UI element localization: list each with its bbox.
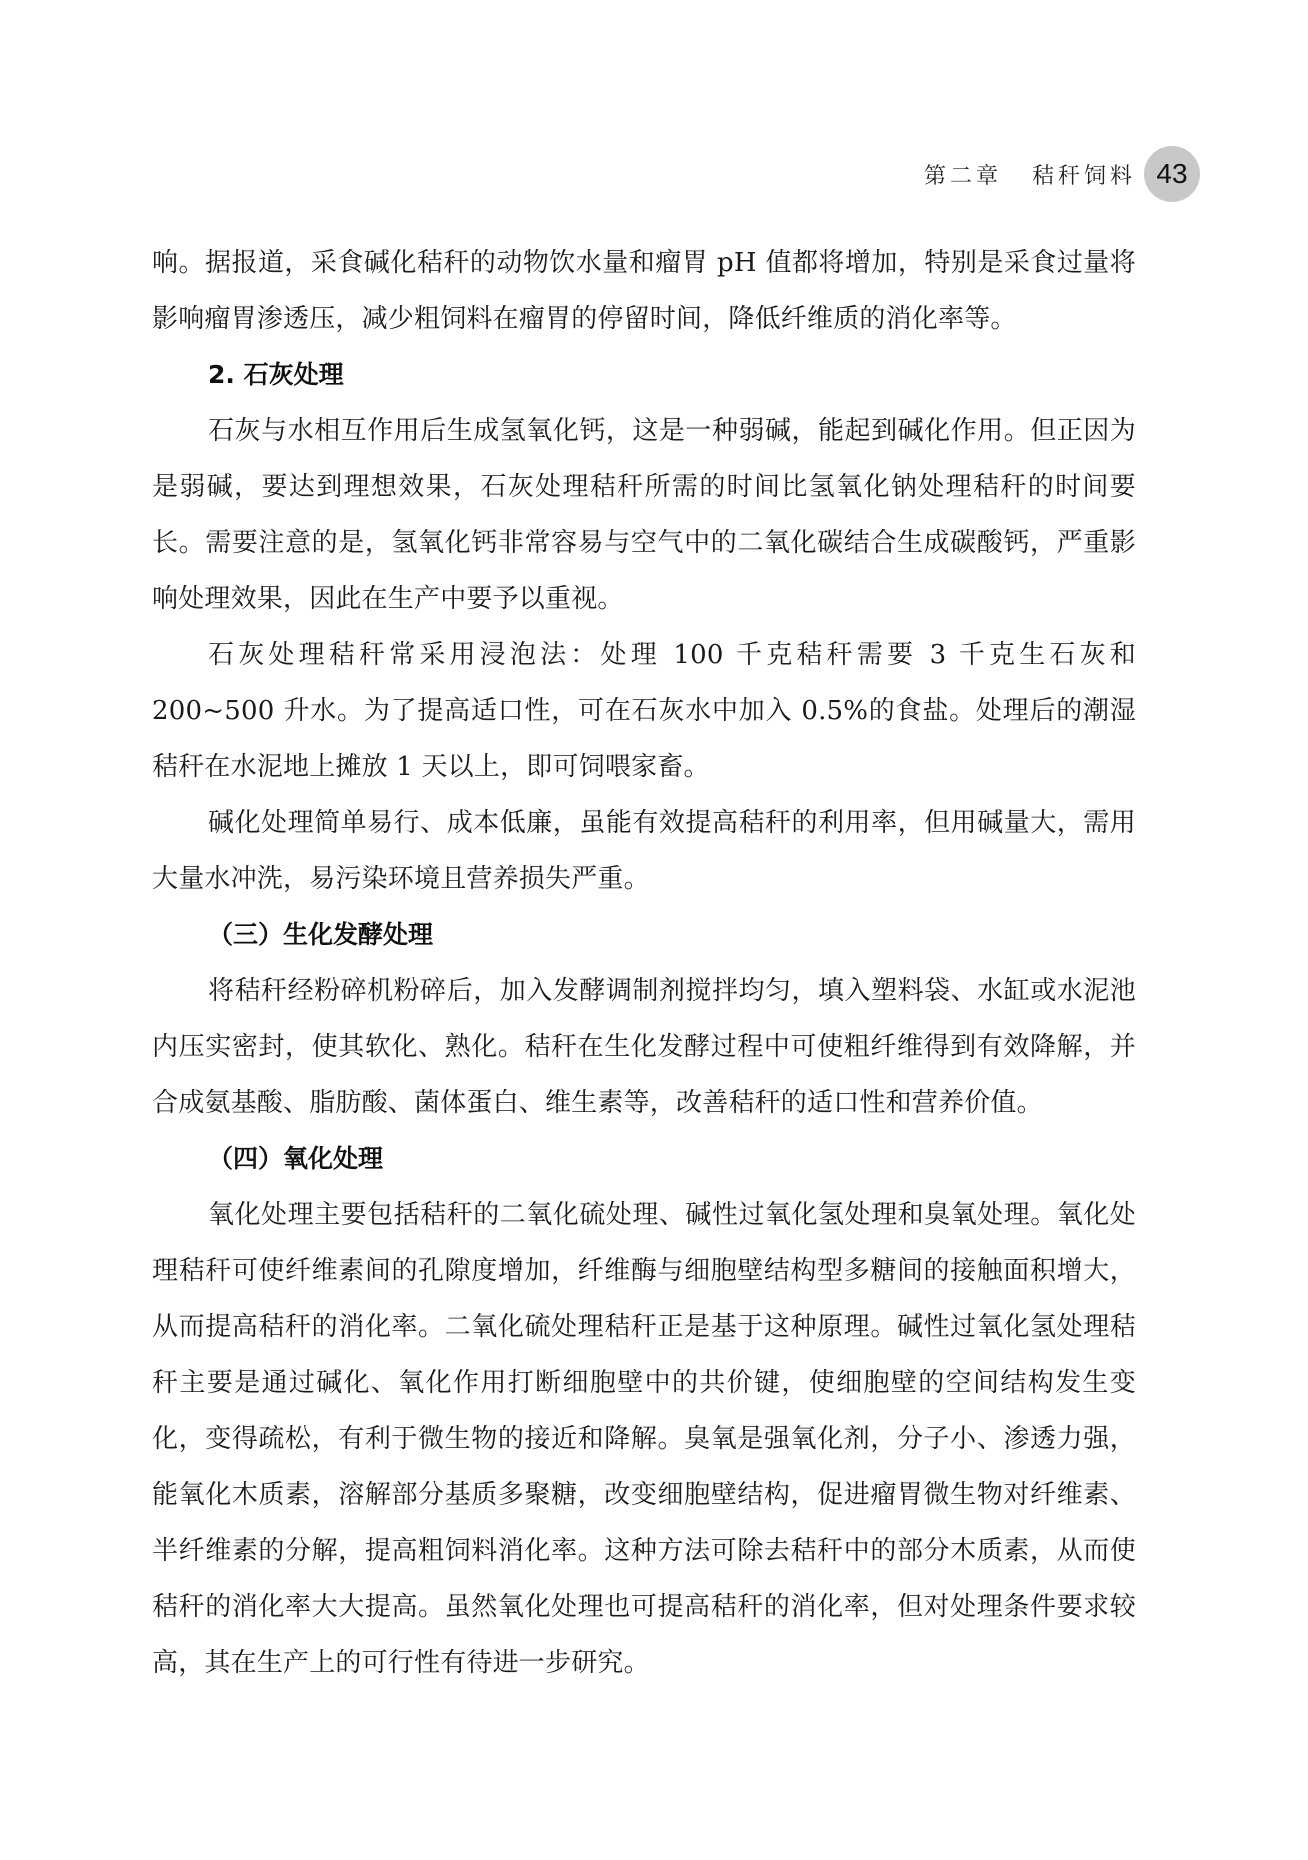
paragraph-lime-intro: 石灰与水相互作用后生成氢氧化钙，这是一种弱碱，能起到碱化作用。但正因为是弱碱，要达到理想效果，石灰处理秸秆所需的时间比氢氧化钠处理秸秆的时间要长。需要注意的是，氢氧化钙非常容易与空气中的二氧化碳结合生成碳酸钙，严重影响处理效果，因此在生产中要予以重视。 bbox=[152, 416, 1136, 614]
heading-lime-treatment: 2. 石灰处理 bbox=[208, 360, 344, 389]
page-body bbox=[152, 235, 1136, 1691]
running-header bbox=[924, 146, 1200, 202]
paragraph-alkali-summary: 碱化处理简单易行、成本低廉，虽能有效提高秸秆的利用率，但用碱量大，需用大量水冲洗，易污染环境且营养损失严重。 bbox=[152, 808, 1136, 894]
chapter-label: 第二章 bbox=[923, 163, 1002, 189]
heading-fermentation: （三）生化发酵处理 bbox=[208, 920, 434, 949]
heading-oxidation: （四）氧化处理 bbox=[208, 1144, 384, 1173]
paragraph-lime-method: 石灰处理秸秆常采用浸泡法：处理 100 千克秸秆需要 3 千克生石灰和 200~500 升水。为了提高适口性，可在石灰水中加入 0.5%的食盐。处理后的潮湿秸秆在水泥地上摊放 1 天以上，即可饲喂家畜。 bbox=[152, 640, 1136, 782]
paragraph-continued: 响。据报道，采食碱化秸秆的动物饮水量和瘤胃 pH 值都将增加，特别是采食过量将影响瘤胃渗透压，减少粗饲料在瘤胃的停留时间，降低纤维质的消化率等。 bbox=[152, 248, 1136, 334]
paragraph-oxidation: 氧化处理主要包括秸秆的二氧化硫处理、碱性过氧化氢处理和臭氧处理。氧化处理秸秆可使纤维素间的孔隙度增加，纤维酶与细胞壁结构型多糖间的接触面积增大，从而提高秸秆的消化率。二氧化硫处理秸秆正是基于这种原理。碱性过氧化氢处理秸秆主要是通过碱化、氧化作用打断细胞壁中的共价键，使细胞壁的空间结构发生变化，变得疏松，有利于微生物的接近和降解。臭氧是强氧化剂，分子小、渗透力强，能氧化木质素，溶解部分基质多聚糖，改变细胞壁结构，促进瘤胃微生物对纤维素、半纤维素的分解，提高粗饲料消化率。这种方法可除去秸秆中的部分木质素，从而使秸秆的消化率大大提高。虽然氧化处理也可提高秸秆的消化率，但对处理条件要求较高，其在生产上的可行性有待进一步研究。 bbox=[152, 1200, 1136, 1678]
page-number-badge: 43 bbox=[1144, 146, 1200, 202]
section-label: 秸秆饲料 bbox=[1031, 163, 1136, 189]
paragraph-fermentation: 将秸秆经粉碎机粉碎后，加入发酵调制剂搅拌均匀，填入塑料袋、水缸或水泥池内压实密封，使其软化、熟化。秸秆在生化发酵过程中可使粗纤维得到有效降解，并合成氨基酸、脂肪酸、菌体蛋白、维生素等，改善秸秆的适口性和营养价值。 bbox=[152, 976, 1136, 1118]
